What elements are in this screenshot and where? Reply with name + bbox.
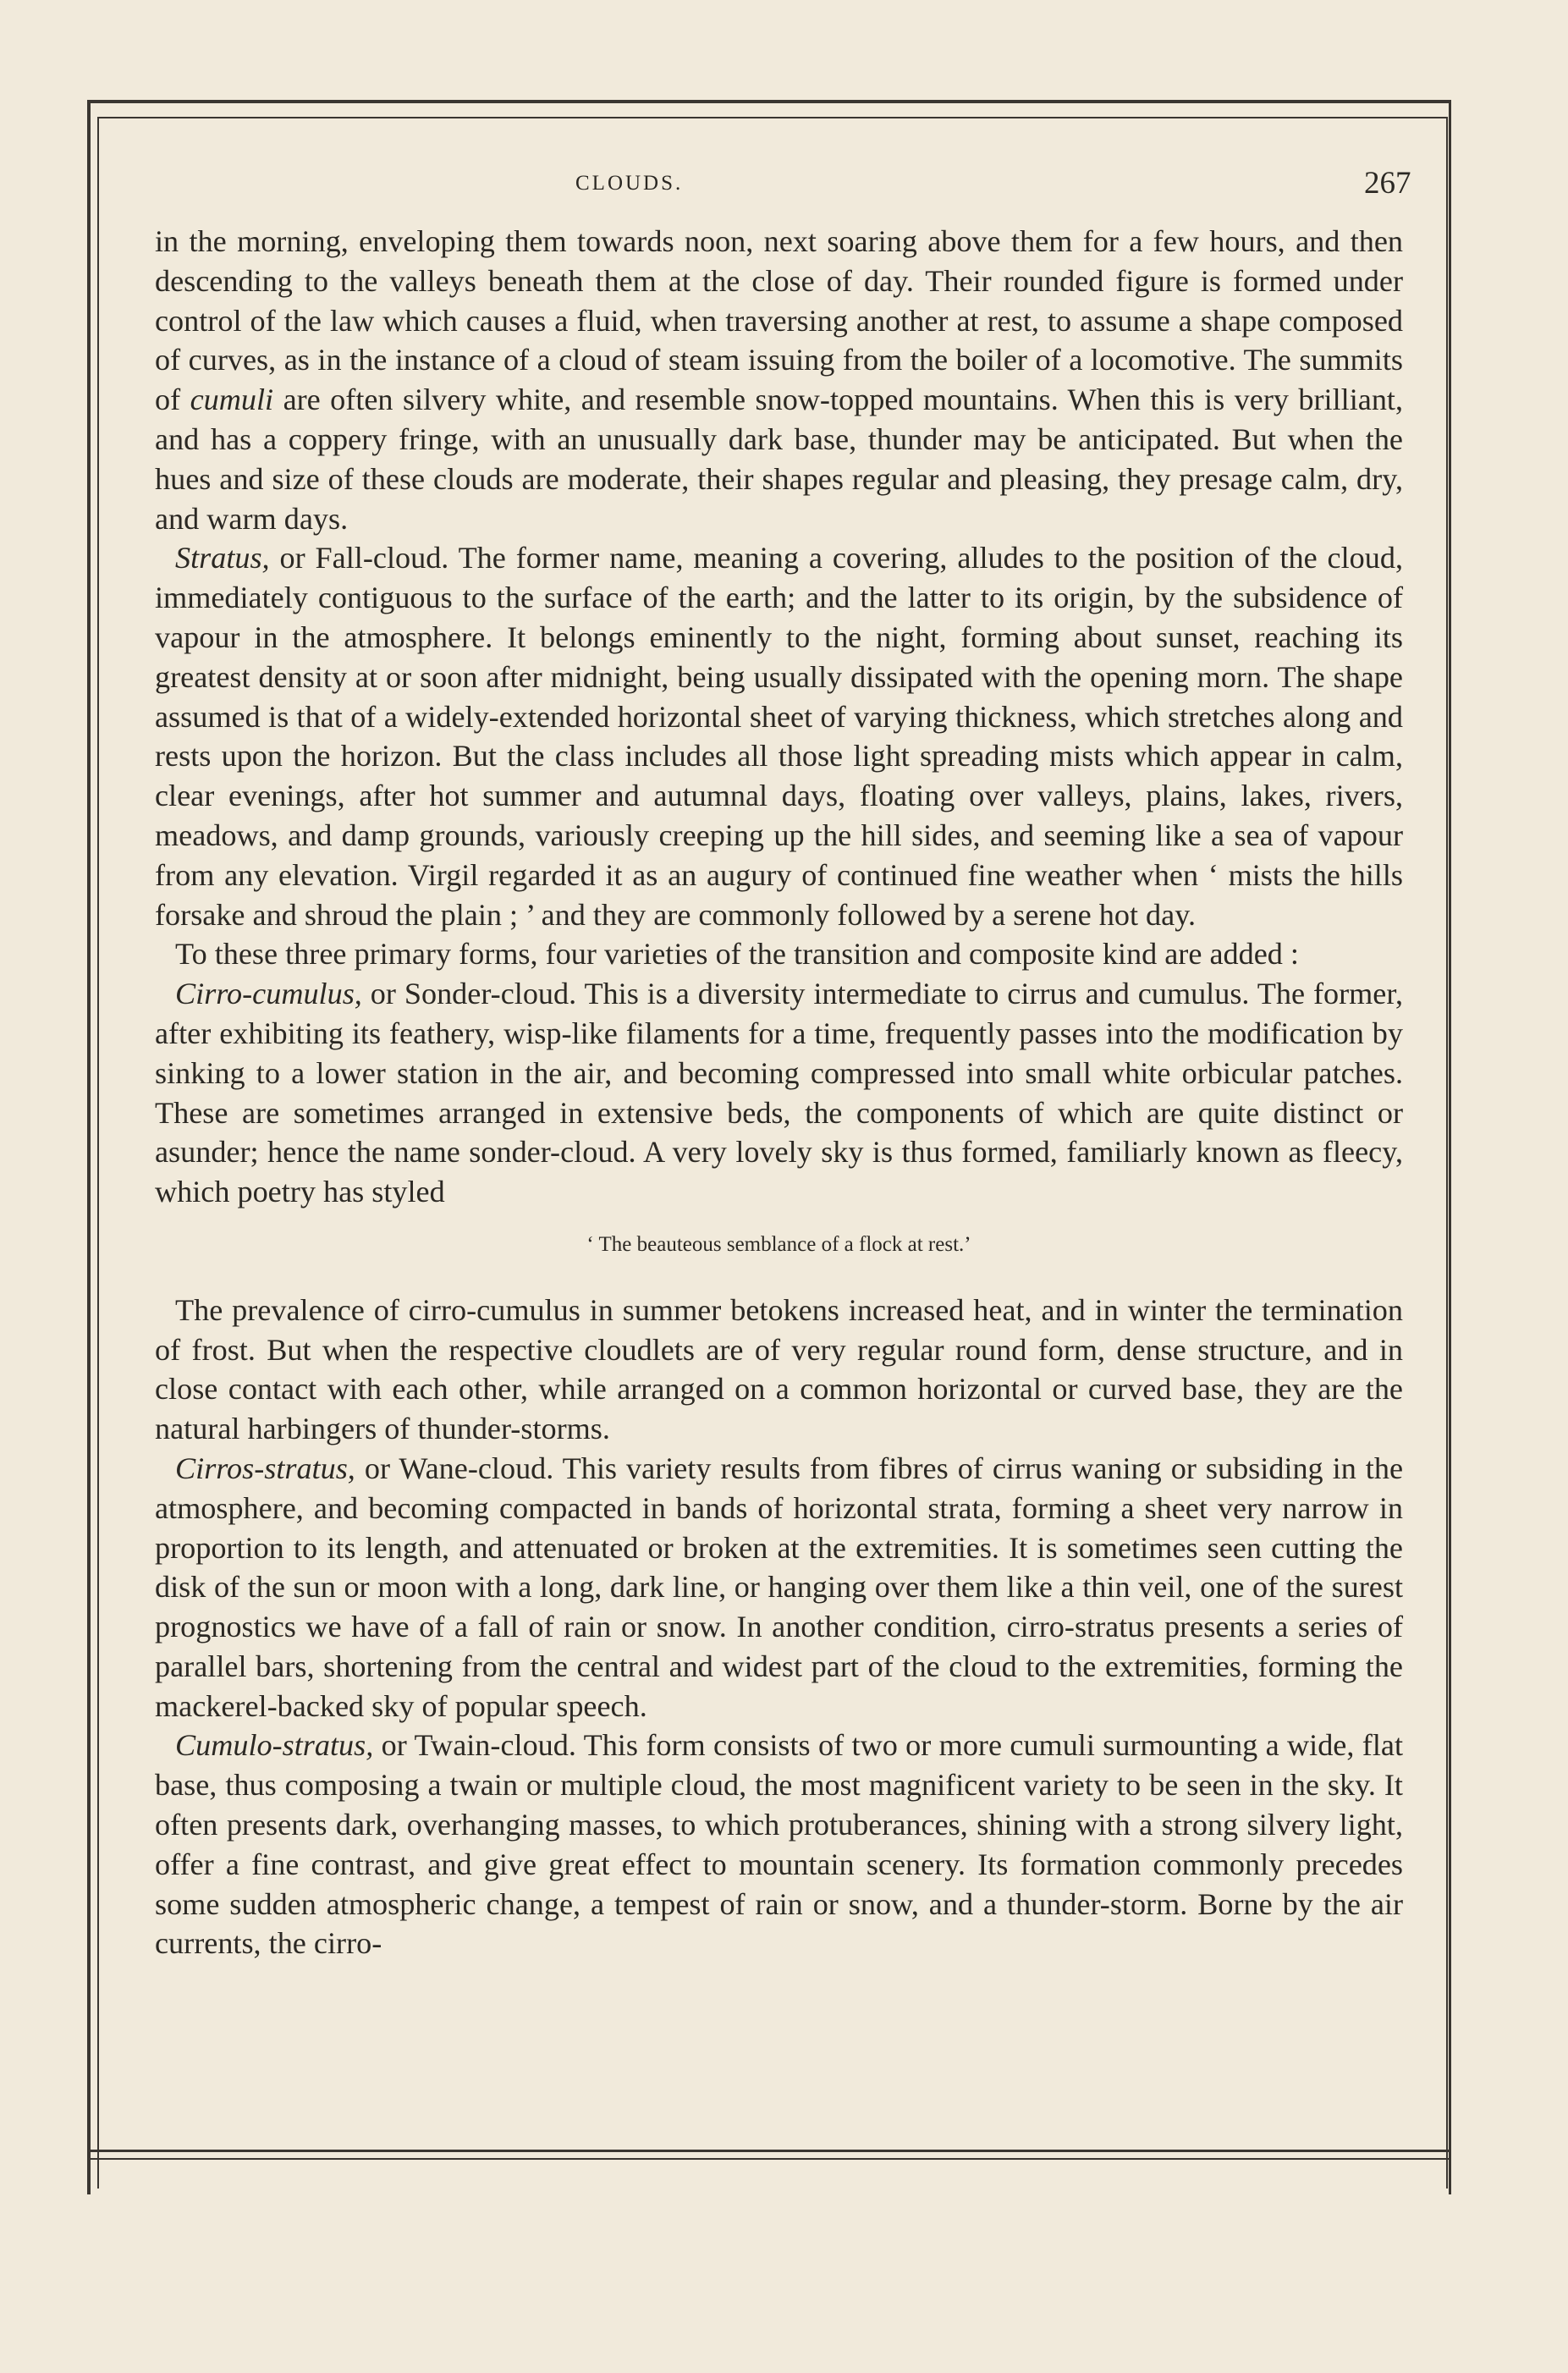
paragraph-stratus-text: or Fall-cloud. The former name, meaning a covering, alludes to the position of the cloud, immediately contiguous to the surface of the earth; and the latter to its origin, by the subsidence of vapour in the atmosphere. It belongs eminently to the night, forming about sunset, reaching its greatest density at or soon after midnight, being usually dissipated with the opening morn. The shape assumed is that of a widely-extended horizontal sheet of varying thickness, which stretches along and rests upon the horizon. But the class includes all those light spreading mists which appear in calm, clear evenings, after hot summer and autumnal days, floating over valleys, plains, lakes, rivers, meadows, and damp grounds, variously creeping up the hill sides, and seeming like a sea of vapour from any elevation. Virgil regarded it as an augury of continued fine weather when ‘ mists the hills forsake and shroud the plain ; ’ and they are commonly followed by a serene hot day. xyxy=(155,541,1404,932)
block-quote: ‘ The beauteous semblance of a flock at rest.’ xyxy=(586,1232,971,1256)
paragraph-prevalence-text: The prevalence of cirro-cumulus in summer betokens increased heat, and in winter the termination of frost. But when the respective cloudlets are of very regular round form, dense structure, and in close contact with each other, while arranged on a common horizontal or curved base, they are the natural harbingers of thunder-storms. xyxy=(155,1292,1403,1446)
term-cirros-stratus: Cirros-stratus, xyxy=(175,1451,355,1485)
page-number: 267 xyxy=(1364,166,1411,201)
paragraph-cirro-cumulus xyxy=(155,974,1403,1212)
paragraph-varieties xyxy=(155,934,1403,974)
paragraph-1-rest: are often silvery white, and resemble snow-topped mountains. When this is very brilliant, and has a coppery fringe, with an unusually dark base, thunder may be anticipated. But when the hues and size of these clouds are moderate, their shapes regular and pleasing, they presage calm, dry, and warm days. xyxy=(155,383,1404,536)
term-cirro-cumulus: Cirro-cumulus, xyxy=(175,977,362,1011)
paragraph-cirros-stratus-text: or Wane-cloud. This variety results from fibres of cirrus waning or subsiding in the atmosphere, and becoming compacted in bands of horizontal strata, forming a sheet very narrow in proportion to its length, and attenuated or broken at the extremities. It is sometimes seen cutting the disk of the sun or moon with a long, dark line, or hanging over them like a thin veil, one of the surest prognostics we have of a fall of rain or snow. In another condition, cirro-stratus presents a series of parallel bars, shortening from the central and widest part of the cloud to the extremities, forming the mackerel-backed sky of popular speech. xyxy=(155,1451,1404,1723)
bottom-rule xyxy=(87,2150,1451,2152)
term-stratus: Stratus, xyxy=(175,541,270,575)
running-head: CLOUDS. xyxy=(575,172,684,195)
paragraph-varieties-text: To these three primary forms, four varieties of the transition and composite kind are added : xyxy=(175,937,1299,972)
body-text xyxy=(155,222,1403,1963)
paragraph-stratus xyxy=(155,538,1403,934)
paragraph-1-text: in the morning, enveloping them towards noon, next soaring above them for a few hours, and then descending to the valleys beneath them at the close of day. Their rounded figure is formed under control of the law which causes a fluid, when traversing another at rest, to assume a shape composed of curves, as in the instance of a cloud of steam issuing from the boiler of a locomotive. The summits of xyxy=(155,224,1403,417)
paragraph-1 xyxy=(155,222,1403,538)
paragraph-cirro-cumulus-text: or Sonder-cloud. This is a diversity intermediate to cirrus and cumulus. The former, after exhibiting its feathery, wisp-like filaments for a time, frequently passes into the modification by sinking to a lower station in the air, and becoming compressed into small white orbicular patches. These are sometimes arranged in extensive beds, the components of which are quite distinct or asunder; hence the name sonder-cloud. A very lovely sky is thus formed, familiarly known as fleecy, which poetry has styled xyxy=(155,977,1404,1209)
paragraph-cumulo-stratus xyxy=(155,1726,1403,1963)
paragraph-1-term: cumuli xyxy=(190,383,274,417)
paragraph-cirros-stratus xyxy=(155,1449,1403,1726)
paragraph-prevalence xyxy=(155,1291,1403,1449)
paragraph-cumulo-stratus-text: or Twain-cloud. This form consists of two or more cumuli surmounting a wide, flat base, thus composing a twain or multiple cloud, the most magnificent variety to be seen in the sky. It often presents dark, overhanging masses, to which protuberances, shining with a strong silvery light, offer a fine contrast, and give great effect to mountain scenery. Its formation commonly precedes some sudden atmospheric change, a tempest of rain or snow, and a thunder-storm. Borne by the air currents, the cirro- xyxy=(155,1728,1404,1961)
bottom-rule-thin xyxy=(87,2158,1451,2160)
term-cumulo-stratus: Cumulo-stratus, xyxy=(175,1728,374,1763)
